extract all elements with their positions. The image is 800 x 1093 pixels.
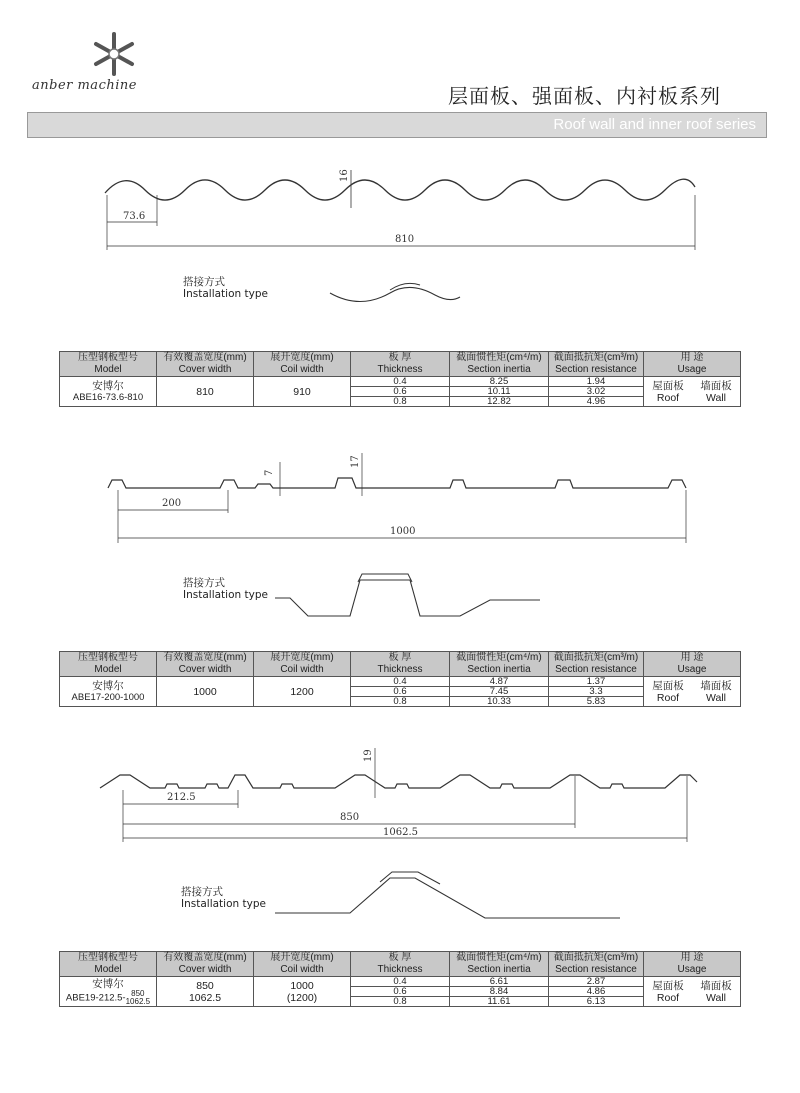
coil-width-cell: 1200 xyxy=(254,677,351,707)
spec-table-2 xyxy=(59,651,741,707)
usage-roof-cell: 屋面板 Roof xyxy=(644,677,693,707)
cover-width-cell: 810 xyxy=(157,377,254,407)
thickness-cell: 0.8 xyxy=(351,997,450,1007)
install-label-en: Installation type xyxy=(183,288,268,300)
inertia-cell: 6.61 xyxy=(450,977,549,987)
series-banner xyxy=(27,112,767,138)
profile-2-dim-total: 1000 xyxy=(390,526,416,537)
coil-width-cell: 1000 (1200) xyxy=(254,977,351,1007)
profile-3-dim-height: 19 xyxy=(363,749,374,762)
profile-3-dim-cover: 850 xyxy=(340,812,360,823)
resistance-cell: 4.96 xyxy=(549,397,644,407)
page-title-cn: 层面板、强面板、内衬板系列 xyxy=(448,84,721,108)
header-cover-width: 有效覆盖宽度(mm) Cover width xyxy=(157,352,254,377)
header-cover-width: 有效覆盖宽度(mm) Cover width xyxy=(157,952,254,977)
thickness-cell: 0.8 xyxy=(351,697,450,707)
thickness-cell: 0.4 xyxy=(351,677,450,687)
profile-2-drawing xyxy=(100,448,700,548)
profile-1-install-label xyxy=(183,276,268,300)
cover-width-cell: 850 1062.5 xyxy=(157,977,254,1007)
header-model: 压型钢板型号 Model xyxy=(60,952,157,977)
header-resistance: 截面抵抗矩(cm³/m) Section resistance xyxy=(549,352,644,377)
profile-1-dim-height: 16 xyxy=(339,169,350,182)
profile-1-dim-total: 810 xyxy=(395,234,415,245)
inertia-cell: 7.45 xyxy=(450,687,549,697)
header-coil-width: 展开宽度(mm) Coil width xyxy=(254,352,351,377)
profile-2-trapezoid xyxy=(108,478,686,488)
profile-2-dim-pitch: 200 xyxy=(162,498,182,509)
header-model: 压型钢板型号 Model xyxy=(60,352,157,377)
profile-1-install-drawing xyxy=(325,275,465,315)
header-usage: 用 途 Usage xyxy=(644,952,741,977)
install-label-en: Installation type xyxy=(183,589,268,601)
thickness-cell: 0.6 xyxy=(351,687,450,697)
header-inertia: 截面惯性矩(cm⁴/m) Section inertia xyxy=(450,952,549,977)
coil-width-cell: 910 xyxy=(254,377,351,407)
header-coil-width: 展开宽度(mm) Coil width xyxy=(254,652,351,677)
header-thickness: 板 厚 Thickness xyxy=(351,952,450,977)
profile-2-install-drawing xyxy=(270,570,545,620)
inertia-cell: 8.25 xyxy=(450,377,549,387)
header-resistance: 截面抵抗矩(cm³/m) Section resistance xyxy=(549,652,644,677)
spec-table-1 xyxy=(59,351,741,407)
install-label-cn: 搭接方式 xyxy=(183,276,225,288)
resistance-cell: 6.13 xyxy=(549,997,644,1007)
model-cell: 安博尔 ABE17-200-1000 xyxy=(60,677,157,707)
usage-roof-cell: 屋面板 Roof xyxy=(644,977,693,1007)
header-coil-width: 展开宽度(mm) Coil width xyxy=(254,952,351,977)
resistance-cell: 4.86 xyxy=(549,987,644,997)
profile-3-trapezoid xyxy=(100,775,697,788)
profile-3-install-label xyxy=(181,886,266,910)
header-resistance: 截面抵抗矩(cm³/m) Section resistance xyxy=(549,952,644,977)
inertia-cell: 4.87 xyxy=(450,677,549,687)
table-row xyxy=(60,677,741,687)
inertia-cell: 8.84 xyxy=(450,987,549,997)
install-label-cn: 搭接方式 xyxy=(183,577,225,589)
inertia-cell: 11.61 xyxy=(450,997,549,1007)
resistance-cell: 2.87 xyxy=(549,977,644,987)
spec-table-3 xyxy=(59,951,741,1007)
inertia-cell: 10.11 xyxy=(450,387,549,397)
resistance-cell: 1.37 xyxy=(549,677,644,687)
profile-3-drawing xyxy=(95,740,705,850)
header-inertia: 截面惯性矩(cm⁴/m) Section inertia xyxy=(450,652,549,677)
profile-2-dim-small: 7 xyxy=(264,469,275,476)
thickness-cell: 0.6 xyxy=(351,387,450,397)
page-title-en: Roof wall and inner roof series xyxy=(553,116,756,133)
header-model: 压型钢板型号 Model xyxy=(60,652,157,677)
logo-icon xyxy=(88,28,140,80)
model-cell: 安博尔 ABE19-212.5- 850 1062.5 xyxy=(60,977,157,1007)
profile-2-install-label xyxy=(183,577,268,601)
install-label-cn: 搭接方式 xyxy=(181,886,223,898)
model-cell: 安博尔 ABE16-73.6-810 xyxy=(60,377,157,407)
resistance-cell: 1.94 xyxy=(549,377,644,387)
thickness-cell: 0.6 xyxy=(351,987,450,997)
profile-1-wave xyxy=(105,179,695,200)
table-row xyxy=(60,977,741,987)
header-thickness: 板 厚 Thickness xyxy=(351,352,450,377)
logo-text: anber machine xyxy=(32,78,137,93)
usage-roof-cell: 屋面板 Roof xyxy=(644,377,693,407)
inertia-cell: 10.33 xyxy=(450,697,549,707)
usage-wall-cell: 墙面板 Wall xyxy=(692,977,741,1007)
header-usage: 用 途 Usage xyxy=(644,652,741,677)
header-inertia: 截面惯性矩(cm⁴/m) Section inertia xyxy=(450,352,549,377)
header-thickness: 板 厚 Thickness xyxy=(351,652,450,677)
profile-1-drawing xyxy=(95,160,715,260)
profile-3-dim-total: 1062.5 xyxy=(383,827,418,838)
install-label-en: Installation type xyxy=(181,898,266,910)
cover-width-cell: 1000 xyxy=(157,677,254,707)
header-cover-width: 有效覆盖宽度(mm) Cover width xyxy=(157,652,254,677)
resistance-cell: 3.3 xyxy=(549,687,644,697)
thickness-cell: 0.8 xyxy=(351,397,450,407)
inertia-cell: 12.82 xyxy=(450,397,549,407)
profile-3-install-drawing xyxy=(270,860,630,925)
resistance-cell: 3.02 xyxy=(549,387,644,397)
header-usage: 用 途 Usage xyxy=(644,352,741,377)
usage-wall-cell: 墙面板 Wall xyxy=(692,377,741,407)
profile-1-dim-pitch: 73.6 xyxy=(123,211,146,222)
table-row xyxy=(60,377,741,387)
thickness-cell: 0.4 xyxy=(351,977,450,987)
thickness-cell: 0.4 xyxy=(351,377,450,387)
profile-3-dim-pitch: 212.5 xyxy=(167,792,196,803)
resistance-cell: 5.83 xyxy=(549,697,644,707)
usage-wall-cell: 墙面板 Wall xyxy=(692,677,741,707)
profile-2-dim-height: 17 xyxy=(350,455,361,468)
